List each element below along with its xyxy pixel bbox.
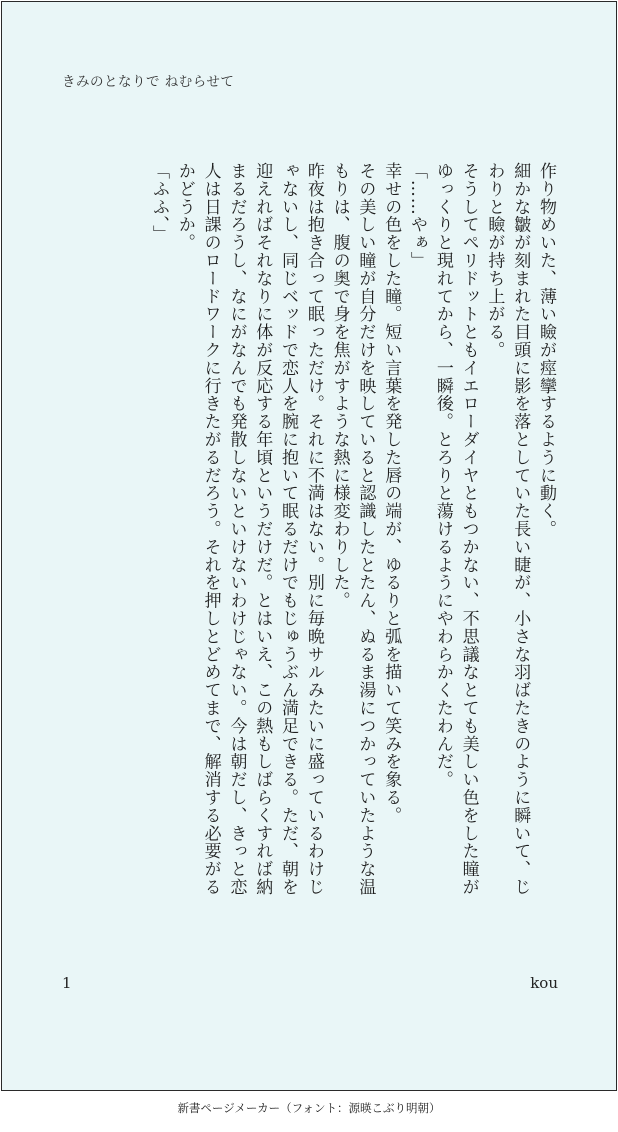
page-number: 1	[62, 974, 72, 992]
vertical-body-text	[110, 162, 558, 912]
paragraph: 作り物めいた、薄い瞼が痙攣するように動く。	[536, 162, 556, 538]
paragraph: 幸せの色をした瞳。短い言葉を発した唇の端が、ゆるりと弧を描いて笑みを象る。	[381, 162, 402, 825]
paragraph: 昨夜は抱き合って眠っただけ。それに不満はない。別に毎晩サルみたいに盛っているわけじゃないし、同じベッドで恋人を腕に抱いて眠るだけでもじゅうぶん満足できる。ただ、朝を迎えればそれなりに体が反応する年頃というだけだ。とはいえ、この熱もしばらくすれば納まるだろうし、なにがなんでも発散しないといけないわけじゃない。今は朝だし、きっと恋人は日課のロードワークに行きたがるだろう。それを押しとどめてまで、解消する必要がるかどうか。	[174, 162, 324, 896]
paragraph: その美しい瞳が自分だけを映していると認識したとたん、ぬるま湯につかっていたような温もりは、腹の奥で身を焦がすような熱に様変わりした。	[329, 162, 376, 896]
paragraph: 細かな皺が刻まれた目頭に影を落としていた長い睫が、小さな羽ばたきのように瞬いて、じわりと瞼が持ち上がる。	[484, 162, 531, 896]
generator-credit: 新書ページメーカー（フォント：源暎こぶり明朝）	[177, 1101, 441, 1115]
paragraph: 「ふふ、」	[149, 162, 170, 243]
author-name: kou	[530, 974, 558, 992]
running-header-title: きみのとなりで ねむらせて	[62, 74, 235, 90]
paragraph: そうしてペリドットともイエローダイヤともつかない、不思議なとても美しい色をした瞳がゆっくりと現れてから、一瞬後。とろりと蕩けるようにやわらかくたわんだ。	[432, 162, 479, 896]
book-page	[1, 1, 617, 1091]
paragraph: 「……やぁ」	[407, 162, 428, 270]
